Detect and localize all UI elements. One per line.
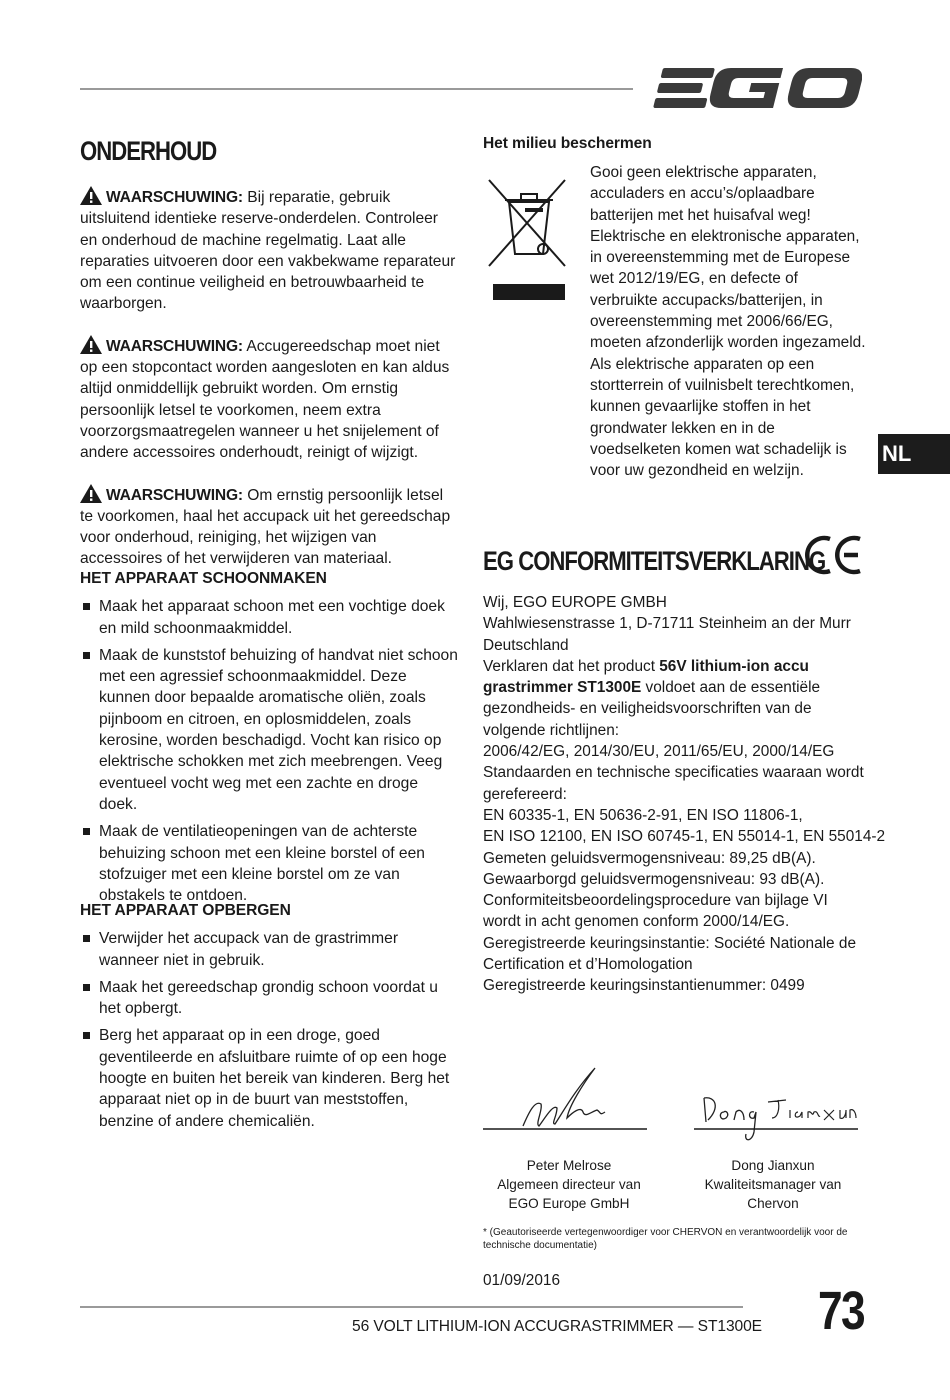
warning-triangle-icon <box>80 484 102 503</box>
footer-rule <box>80 1306 743 1308</box>
environment-text <box>590 162 866 481</box>
page-number: 73 <box>818 1281 864 1341</box>
section-title: ONDERHOUD <box>80 136 217 166</box>
signer-block <box>484 1156 654 1213</box>
list-item <box>80 977 458 1020</box>
bullet-square-icon <box>83 828 90 835</box>
procedure: Conformiteitsbeoordelingsprocedure van bijlage VI wordt in acht genomen conform 2000/14/EG. <box>483 892 828 931</box>
signer-block <box>690 1156 856 1213</box>
footer-title: 56 VOLT LITHIUM-ION ACCUGRASTRIMMER — ST1300E <box>352 1318 762 1335</box>
list-item <box>80 821 458 906</box>
bullet-square-icon <box>83 935 90 942</box>
standards-line: EN 60335-1, EN 50636-2-91, EN ISO 11806-1, <box>483 806 803 824</box>
signature-melrose <box>483 1060 647 1132</box>
conformity-body <box>483 592 886 997</box>
weee-bin-icon <box>485 172 569 304</box>
environment-paragraph: Gooi geen elektrische apparaten, acculaders en accu’s/oplaadbare batterijen met het huisafval weg! <box>590 164 817 224</box>
warnings-block <box>80 186 458 570</box>
signer-company: EGO Europe GmbH <box>508 1196 630 1211</box>
warning-text: Om ernstig persoonlijk letsel te voorkomen, haal het accupack uit het gereedschap voor onderhoud, reiniging, het wijzigen van accessoires of het verwijderen van materiaal. <box>80 486 451 568</box>
registered-body: Geregistreerde keuringsinstantie: Société Nationale de Certification et d’Homologation <box>483 934 857 974</box>
signer-company: Chervon <box>747 1196 799 1211</box>
bullet-square-icon <box>83 652 90 659</box>
warning-paragraph <box>80 186 458 315</box>
environment-paragraph: Als elektrische apparaten op een stortterrein of vuilnisbelt terechtkomen, kunnen gevaarlijke stoffen in het grondwater lekken en in de voedselketen komen wat schadelijk is voor uw gezondheid en welzijn. <box>590 355 855 480</box>
we-line: Wij, EGO EUROPE GMBH <box>483 594 667 611</box>
warning-label: WAARSCHUWING: <box>106 486 243 504</box>
warning-label: WAARSCHUWING: <box>106 337 243 355</box>
warning-triangle-icon <box>80 186 102 205</box>
product-name: 56V lithium-ion accu grastrimmer ST1300E <box>483 657 809 697</box>
ce-mark-icon <box>804 534 864 576</box>
language-tab: NL <box>878 434 950 474</box>
noise-measured: Gemeten geluidsvermogensniveau: 89,25 dB(A). <box>483 849 816 867</box>
signature-dong <box>694 1088 858 1148</box>
list-item-text: Verwijder het accupack van de grastrimmer wanneer niet in gebruik. <box>99 930 399 969</box>
standards-intro: Standaarden en technische specificaties waaraan wordt gerefereerd: <box>483 764 864 803</box>
signer-role: Algemeen directeur van <box>497 1177 641 1192</box>
list-item-text: Maak de kunststof behuizing of handvat niet schoon met een agressief schoonmaakmiddel. Deze kunnen door bepaalde aromatische oliën, zoals pijnboom en citroen, en oplosmiddelen, zoals kerosine, worden beschadigd. Vocht kan risico op elektrische schokken met zich meebrengen. Veeg eventueel vocht weg met een zachte en droge doek. <box>99 646 458 813</box>
cleaning-heading: HET APPARAAT SCHOONMAKEN <box>80 570 327 587</box>
warning-text: Bij reparatie, gebruik uitsluitend identieke reserve-onderdelen. Controleer en onderhoud de machine regelmatig. Laat alle reparaties uitvoeren door een vakbekwame reparateur om een continue veiligheid en betrouwbaarheid te waarborgen. <box>80 189 456 313</box>
declaration-date: 01/09/2016 <box>483 1272 561 1289</box>
storage-heading: HET APPARAAT OPBERGEN <box>80 902 291 919</box>
conformity-title: EG CONFORMITEITSVERKLARING <box>483 546 826 576</box>
header-rule <box>80 88 633 90</box>
list-item <box>80 928 458 971</box>
signer-name: Peter Melrose <box>526 1158 612 1173</box>
warning-paragraph <box>80 484 458 570</box>
standards-line: EN ISO 12100, EN ISO 60745-1, EN 55014-1, EN 55014-2 <box>483 828 886 846</box>
environment-paragraph: Elektrische en elektronische apparaten, in overeenstemming met de Europese wet 2012/19/EG, en defecte of verbruikte accupacks/batterijen, in overeenstemming met 2006/66/EG, moeten afzonderlijk worden ingezameld. <box>590 227 866 352</box>
declaration-pre: Verklaren dat het product <box>483 657 660 675</box>
list-item-text: Maak de ventilatieopeningen van de achterste behuizing schoon met een kleine borstel of een stofzuiger met een kleine borstel om ze van obstakels te ontdoen. <box>99 823 425 905</box>
warning-text: Accugereedschap moet niet op een stopcontact worden aangesloten en kan aldus altijd onmiddellijk gebruikt worden. Om ernstig persoonlijk letsel te voorkomen, neem extra voorzorgsmaatregelen wanneer u het snijelement of andere accessoires onderhoudt, reinigt of wijzigt. <box>80 337 450 462</box>
list-item-text: Maak het apparaat schoon met een vochtige doek en mild schoonmaakmiddel. <box>99 598 445 637</box>
address: Wahlwiesenstrasse 1, D-71711 Steinheim an der Murr Deutschland <box>483 615 851 654</box>
section-maintenance <box>80 136 246 167</box>
bullet-square-icon <box>83 603 90 610</box>
signer-name: Dong Jianxun <box>731 1158 815 1173</box>
bullet-square-icon <box>83 1032 90 1039</box>
warning-label: WAARSCHUWING: <box>106 189 243 206</box>
storage-list <box>80 928 458 1132</box>
declaration-post: voldoet aan de essentiële gezondheids- en veiligheidsvoorschriften van de volgende richtlijnen: <box>483 679 821 739</box>
list-item-text: Berg het apparaat op in een droge, goed geventileerde en afsluitbare ruimte of op een hoge hoogte en buiten het bereik van kinderen. Berg het apparaat niet op in de buurt van meststoffen, benzine of andere chemicaliën. <box>99 1027 450 1130</box>
warning-triangle-icon <box>80 335 102 354</box>
environment-heading <box>483 135 652 153</box>
list-item-text: Maak het gereedschap grondig schoon voordat u het opbergt. <box>99 978 438 1018</box>
registered-number: Geregistreerde keuringsinstantienummer: 0499 <box>483 977 805 995</box>
cleaning-section <box>80 568 458 912</box>
signer-role: Kwaliteitsmanager van <box>704 1177 842 1192</box>
warning-paragraph <box>80 335 458 464</box>
list-item <box>80 1025 458 1131</box>
noise-guaranteed: Gewaarborgd geluidsvermogensniveau: 93 dB(A). <box>483 870 825 888</box>
storage-section <box>80 900 458 1138</box>
ego-logo <box>650 64 862 112</box>
bullet-square-icon <box>83 984 90 991</box>
footnote: * (Geautoriseerde vertegenwoordiger voor CHERVON en verantwoordelijk voor de technische documentatie) <box>483 1227 848 1251</box>
list-item <box>80 596 458 639</box>
declaration-paragraph <box>483 656 867 741</box>
cleaning-list <box>80 596 458 906</box>
list-item <box>80 645 458 815</box>
directives: 2006/42/EG, 2014/30/EU, 2011/65/EU, 2000/14/EG <box>483 743 835 761</box>
environment-heading-text: Het milieu beschermen <box>483 135 652 152</box>
